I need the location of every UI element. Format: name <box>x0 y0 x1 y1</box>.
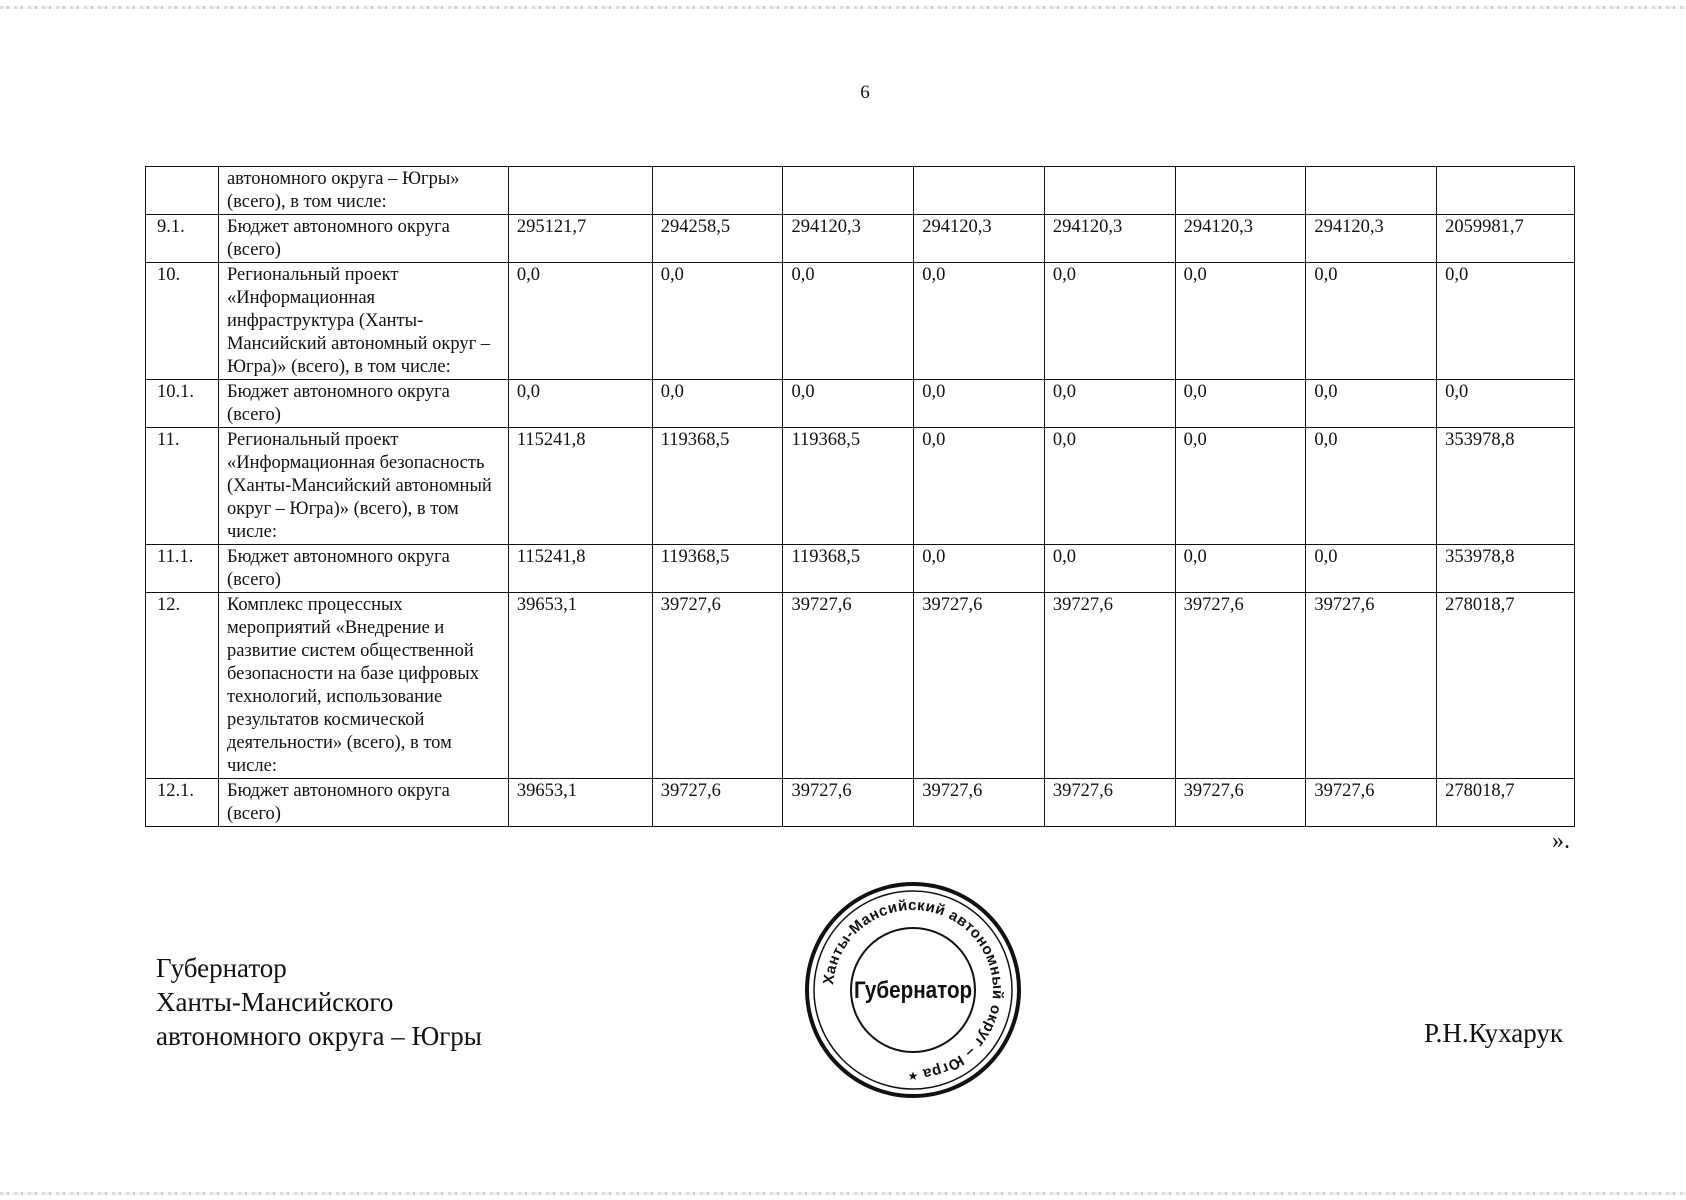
value-cell: 0,0 <box>1044 545 1175 593</box>
value-cell <box>1306 167 1437 215</box>
value-cell: 0,0 <box>652 380 783 428</box>
value-cell: 115241,8 <box>508 428 652 545</box>
official-seal <box>803 880 1023 1100</box>
value-cell: 0,0 <box>1437 263 1575 380</box>
table-row <box>146 779 1575 827</box>
row-number: 12. <box>146 593 219 779</box>
value-cell: 39727,6 <box>652 779 783 827</box>
table-row <box>146 263 1575 380</box>
value-cell <box>508 167 652 215</box>
table-row <box>146 428 1575 545</box>
value-cell: 115241,8 <box>508 545 652 593</box>
value-cell: 39653,1 <box>508 779 652 827</box>
row-name: Региональный проект «Информационная инфраструктура (Ханты-Мансийский автономный округ – Югра)» (всего), в том числе: <box>218 263 508 380</box>
value-cell <box>652 167 783 215</box>
value-cell: 353978,8 <box>1437 428 1575 545</box>
value-cell: 0,0 <box>914 380 1045 428</box>
seal-star-icon: ★ <box>907 1069 919 1083</box>
signer-title <box>156 951 482 1053</box>
value-cell: 0,0 <box>1175 545 1306 593</box>
budget-table <box>145 166 1575 827</box>
value-cell: 39653,1 <box>508 593 652 779</box>
row-number: 12.1. <box>146 779 219 827</box>
row-name: Бюджет автономного округа (всего) <box>218 380 508 428</box>
value-cell: 39727,6 <box>1175 779 1306 827</box>
seal-center-text: Губернатор <box>853 976 973 1004</box>
value-cell: 0,0 <box>914 263 1045 380</box>
value-cell: 0,0 <box>783 263 914 380</box>
value-cell: 0,0 <box>1044 380 1175 428</box>
value-cell <box>1437 167 1575 215</box>
value-cell: 353978,8 <box>1437 545 1575 593</box>
closing-quote: ». <box>1552 828 1570 854</box>
table-row <box>146 215 1575 263</box>
value-cell: 0,0 <box>1175 263 1306 380</box>
row-number: 9.1. <box>146 215 219 263</box>
signer-title-line: Ханты-Мансийского <box>156 987 394 1017</box>
value-cell: 0,0 <box>1306 428 1437 545</box>
table-body <box>146 167 1575 827</box>
row-name: Бюджет автономного округа (всего) <box>218 215 508 263</box>
table-row <box>146 545 1575 593</box>
signer-title-line: автономного округа – Югры <box>156 1021 482 1051</box>
value-cell: 2059981,7 <box>1437 215 1575 263</box>
table-row <box>146 593 1575 779</box>
row-name: Региональный проект «Информационная безопасность (Ханты-Мансийский автономный округ – Югра)» (всего), в том числе: <box>218 428 508 545</box>
value-cell: 0,0 <box>914 545 1045 593</box>
value-cell: 119368,5 <box>783 428 914 545</box>
value-cell: 39727,6 <box>914 593 1045 779</box>
value-cell: 0,0 <box>508 263 652 380</box>
scan-edge-top <box>0 6 1686 9</box>
table-row <box>146 167 1575 215</box>
value-cell: 39727,6 <box>783 779 914 827</box>
scan-edge-bottom <box>0 1192 1686 1195</box>
value-cell <box>783 167 914 215</box>
value-cell: 295121,7 <box>508 215 652 263</box>
row-name: Бюджет автономного округа (всего) <box>218 779 508 827</box>
value-cell: 0,0 <box>1175 380 1306 428</box>
value-cell <box>1175 167 1306 215</box>
signer-name: Р.Н.Кухарук <box>1424 1018 1564 1048</box>
value-cell: 0,0 <box>1306 263 1437 380</box>
row-number: 11.1. <box>146 545 219 593</box>
value-cell: 0,0 <box>1306 380 1437 428</box>
value-cell: 39727,6 <box>1306 593 1437 779</box>
value-cell <box>914 167 1045 215</box>
value-cell <box>1044 167 1175 215</box>
value-cell: 39727,6 <box>1044 593 1175 779</box>
value-cell: 294120,3 <box>1044 215 1175 263</box>
row-number <box>146 167 219 215</box>
row-name: Комплекс процессных мероприятий «Внедрение и развитие систем общественной безопасности на базе цифровых технологий, использование результатов космической деятельности» (всего), в том числе: <box>218 593 508 779</box>
row-name: автономного округа – Югры» (всего), в том числе: <box>218 167 508 215</box>
table-row <box>146 380 1575 428</box>
value-cell: 294258,5 <box>652 215 783 263</box>
value-cell: 294120,3 <box>1306 215 1437 263</box>
value-cell: 278018,7 <box>1437 779 1575 827</box>
value-cell: 39727,6 <box>1044 779 1175 827</box>
value-cell: 294120,3 <box>914 215 1045 263</box>
value-cell: 39727,6 <box>1306 779 1437 827</box>
value-cell: 0,0 <box>1437 380 1575 428</box>
value-cell: 0,0 <box>652 263 783 380</box>
value-cell: 0,0 <box>508 380 652 428</box>
seal-ring-text: Ханты-Мансийский автономный округ – Югра <box>820 896 1007 1083</box>
value-cell: 294120,3 <box>783 215 914 263</box>
value-cell: 0,0 <box>1044 428 1175 545</box>
row-number: 10.1. <box>146 380 219 428</box>
signer-title-line: Губернатор <box>156 953 287 983</box>
value-cell: 39727,6 <box>1175 593 1306 779</box>
value-cell: 0,0 <box>1175 428 1306 545</box>
row-name: Бюджет автономного округа (всего) <box>218 545 508 593</box>
value-cell: 119368,5 <box>783 545 914 593</box>
value-cell: 119368,5 <box>652 428 783 545</box>
page-number: 6 <box>860 82 870 103</box>
value-cell: 39727,6 <box>914 779 1045 827</box>
row-number: 10. <box>146 263 219 380</box>
value-cell: 39727,6 <box>652 593 783 779</box>
value-cell: 278018,7 <box>1437 593 1575 779</box>
value-cell: 0,0 <box>1306 545 1437 593</box>
value-cell: 119368,5 <box>652 545 783 593</box>
value-cell: 0,0 <box>914 428 1045 545</box>
value-cell: 294120,3 <box>1175 215 1306 263</box>
value-cell: 0,0 <box>783 380 914 428</box>
row-number: 11. <box>146 428 219 545</box>
value-cell: 39727,6 <box>783 593 914 779</box>
value-cell: 0,0 <box>1044 263 1175 380</box>
